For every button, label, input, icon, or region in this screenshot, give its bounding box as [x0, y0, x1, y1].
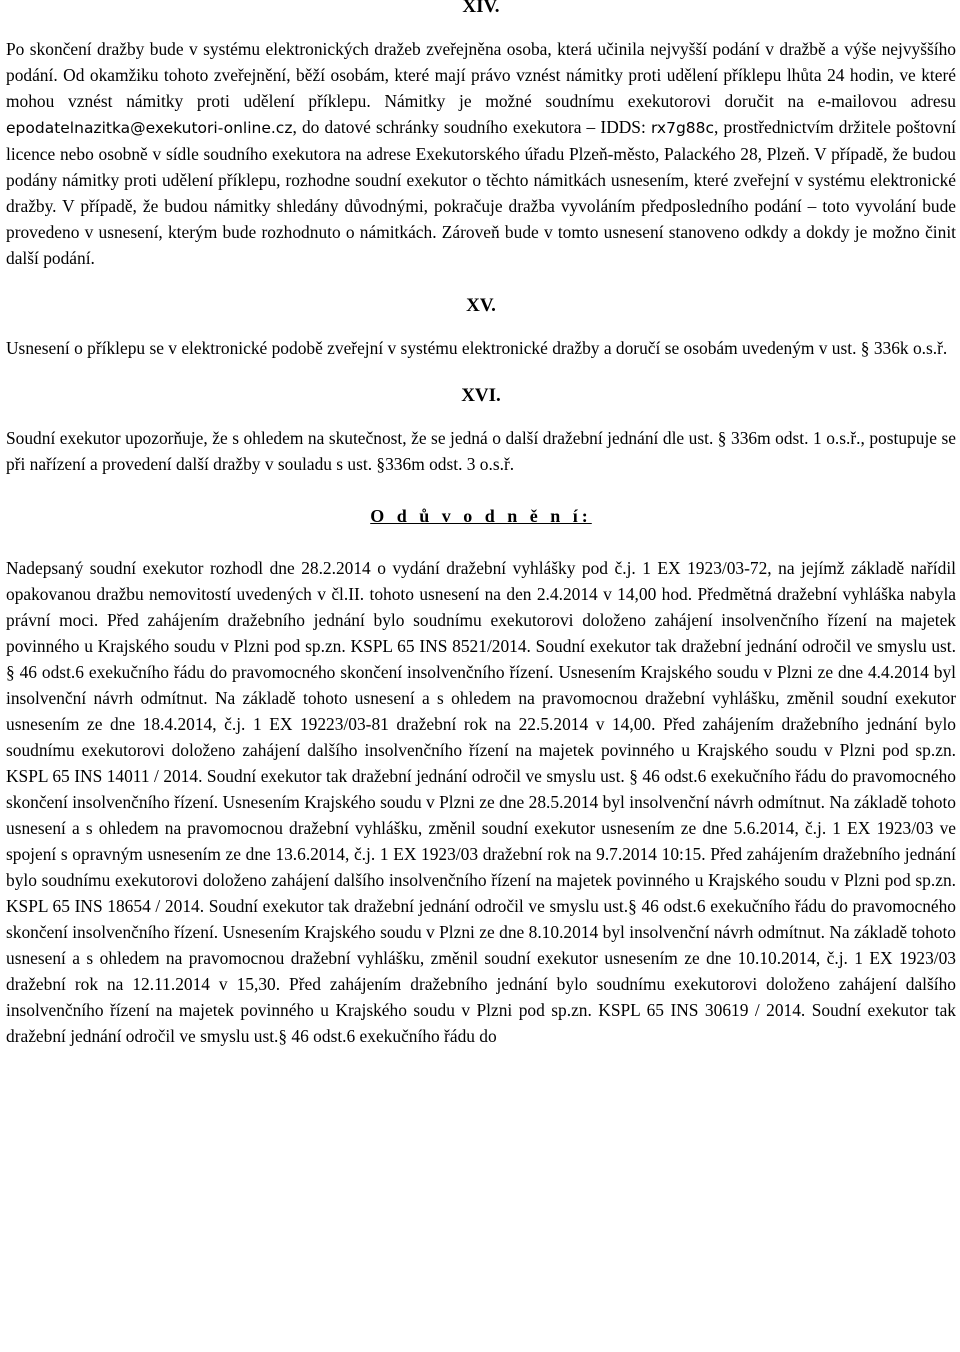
section-xiv-text-2: , do datové schránky soudního exekutora – IDDS: [292, 117, 651, 137]
section-xvi-paragraph: Soudní exekutor upozorňuje, že s ohledem na skutečnost, že se jedná o další dražební jednání dle ust. § 336m odst. 1 o.s.ř., postupuje se při nařízení a provedení další dražby v souladu s ust. §336m odst. 3 o.s.ř. [6, 428, 956, 474]
reasoning-paragraph: Nadepsaný soudní exekutor rozhodl dne 28.2.2014 o vydání dražební vyhlášky pod č.j. 1 EX 1923/03-72, na jejímž základě nařídil opakovanou dražbu nemovitostí uvedených v čl.II. tohoto usnesení na den 2.4.2014 v 14,00 hod. Předmětná dražební vyhláška nabyla právní moci. Před zahájením dražebního jednání bylo soudnímu exekutorovi doloženo zahájení insolvenčního řízení na majetek povinného u Krajského soudu v Plzni pod sp.zn. KSPL 65 INS 8521/2014. Soudní exekutor tak dražební jednání odročil ve smyslu ust. § 46 odst.6 exekučního řádu do pravomocného skončení insolvenčního řízení. Usnesením Krajského soudu v Plzni ze dne 4.4.2014 byl insolvenční návrh odmítnut. Na základě tohoto usnesení a s ohledem na pravomocnou dražební vyhlášku, změnil soudní exekutor usnesením ze dne 18.4.2014, č.j. 1 EX 19223/03-81 dražební rok na 22.5.2014 v 14,00. Před zahájením dražebního jednání bylo soudnímu exekutorovi doloženo zahájení dalšího insolvenčního řízení na majetek povinného u Krajského soudu v Plzni pod sp.zn. KSPL 65 INS 14011 / 2014. Soudní exekutor tak dražební jednání odročil ve smyslu ust. § 46 odst.6 exekučního řádu do pravomocného skončení insolvenčního řízení. Usnesením Krajského soudu v Plzni ze dne 28.5.2014 byl insolvenční návrh odmítnut. Na základě tohoto usnesení a s ohledem na pravomocnou dražební vyhlášku, změnil soudní exekutor usnesením ze dne 5.6.2014, č.j. 1 EX 1923/03 ve spojení s opravným usnesením ze dne 13.6.2014, č.j. 1 EX 1923/03 dražební rok na 9.7.2014 10:15. Před zahájením dražebního jednání bylo soudnímu exekutorovi doloženo zahájení dalšího insolvenčního řízení na majetek povinného u Krajského soudu v Plzni pod sp.zn. KSPL 65 INS 18654 / 2014. Soudní exekutor tak dražební jednání odročil ve smyslu ust.§ 46 odst.6 exekučního řádu do pravomocného skončení insolvenčního řízení. Usnesením Krajského soudu v Plzni ze dne 8.10.2014 byl insolvenční návrh odmítnut. Na základě tohoto usnesení a s ohledem na pravomocnou dražební vyhlášku, změnil soudní exekutor usnesením ze dne 10.10.2014, č.j. 1 EX 1923/03 dražební rok na 12.11.2014 v 15,30. Před zahájením dražebního jednání bylo soudnímu exekutorovi doloženo zahájení dalšího insolvenčního řízení na majetek povinného u Krajského soudu v Plzni pod sp.zn. KSPL 65 INS 30619 / 2014. Soudní exekutor tak dražební jednání odročil ve smyslu ust.§ 46 odst.6 exekučního řádu do [6, 558, 956, 1046]
email-address: epodatelnazitka@exekutori-online.cz [6, 119, 293, 137]
section-xiv-text-3: , prostřednictvím držitele poštovní licence nebo osobně v sídle soudního exekutora na adrese Exekutorského úřadu Plzeň-město, Palackého 28, Plzeň. V případě, že budou podány námitky proti udělení příklepu, rozhodne soudní exekutor o těchto námitkách usnesením, které zveřejní v systému elektronické dražby. V případě, že budou námitky shledány důvodnými, pokračuje dražba vyvoláním předposledního podání – toto vyvolání bude provedeno v usnesení, kterým bude rozhodnuto o námitkách. Zároveň bude v tomto usnesení stanoveno odkdy a dokdy je možno činit další podání. [6, 117, 957, 268]
document-page [6, 0, 956, 1049]
section-xv-paragraph: Usnesení o příklepu se v elektronické podobě zveřejní v systému elektronické dražby a doručí se osobám uvedeným v ust. § 336k o.s.ř. [6, 338, 948, 358]
section-heading-xvi: XVI. [461, 385, 501, 406]
section-xiv-text-1: Po skončení dražby bude v systému elektronických dražeb zveřejněna osoba, která učinila nejvyšší podání v dražbě a výše nejvyššího podání. Od okamžiku tohoto zveřejnění, běží osobám, které mají právo vznést námitky proti udělení příklepu lhůta 24 hodin, ve které mohou vznést námitky proti udělení příklepu. Námitky je možné soudnímu exekutorovi doručit na e-mailovou adresu [6, 39, 956, 111]
section-heading-xv: XV. [466, 295, 496, 316]
idds-code: rx7g88c [650, 119, 715, 137]
section-xiv-paragraph [6, 36, 956, 271]
reasoning-heading: O d ů v o d n ě n í: [370, 506, 592, 526]
section-heading-xiv: XIV. [462, 0, 500, 17]
